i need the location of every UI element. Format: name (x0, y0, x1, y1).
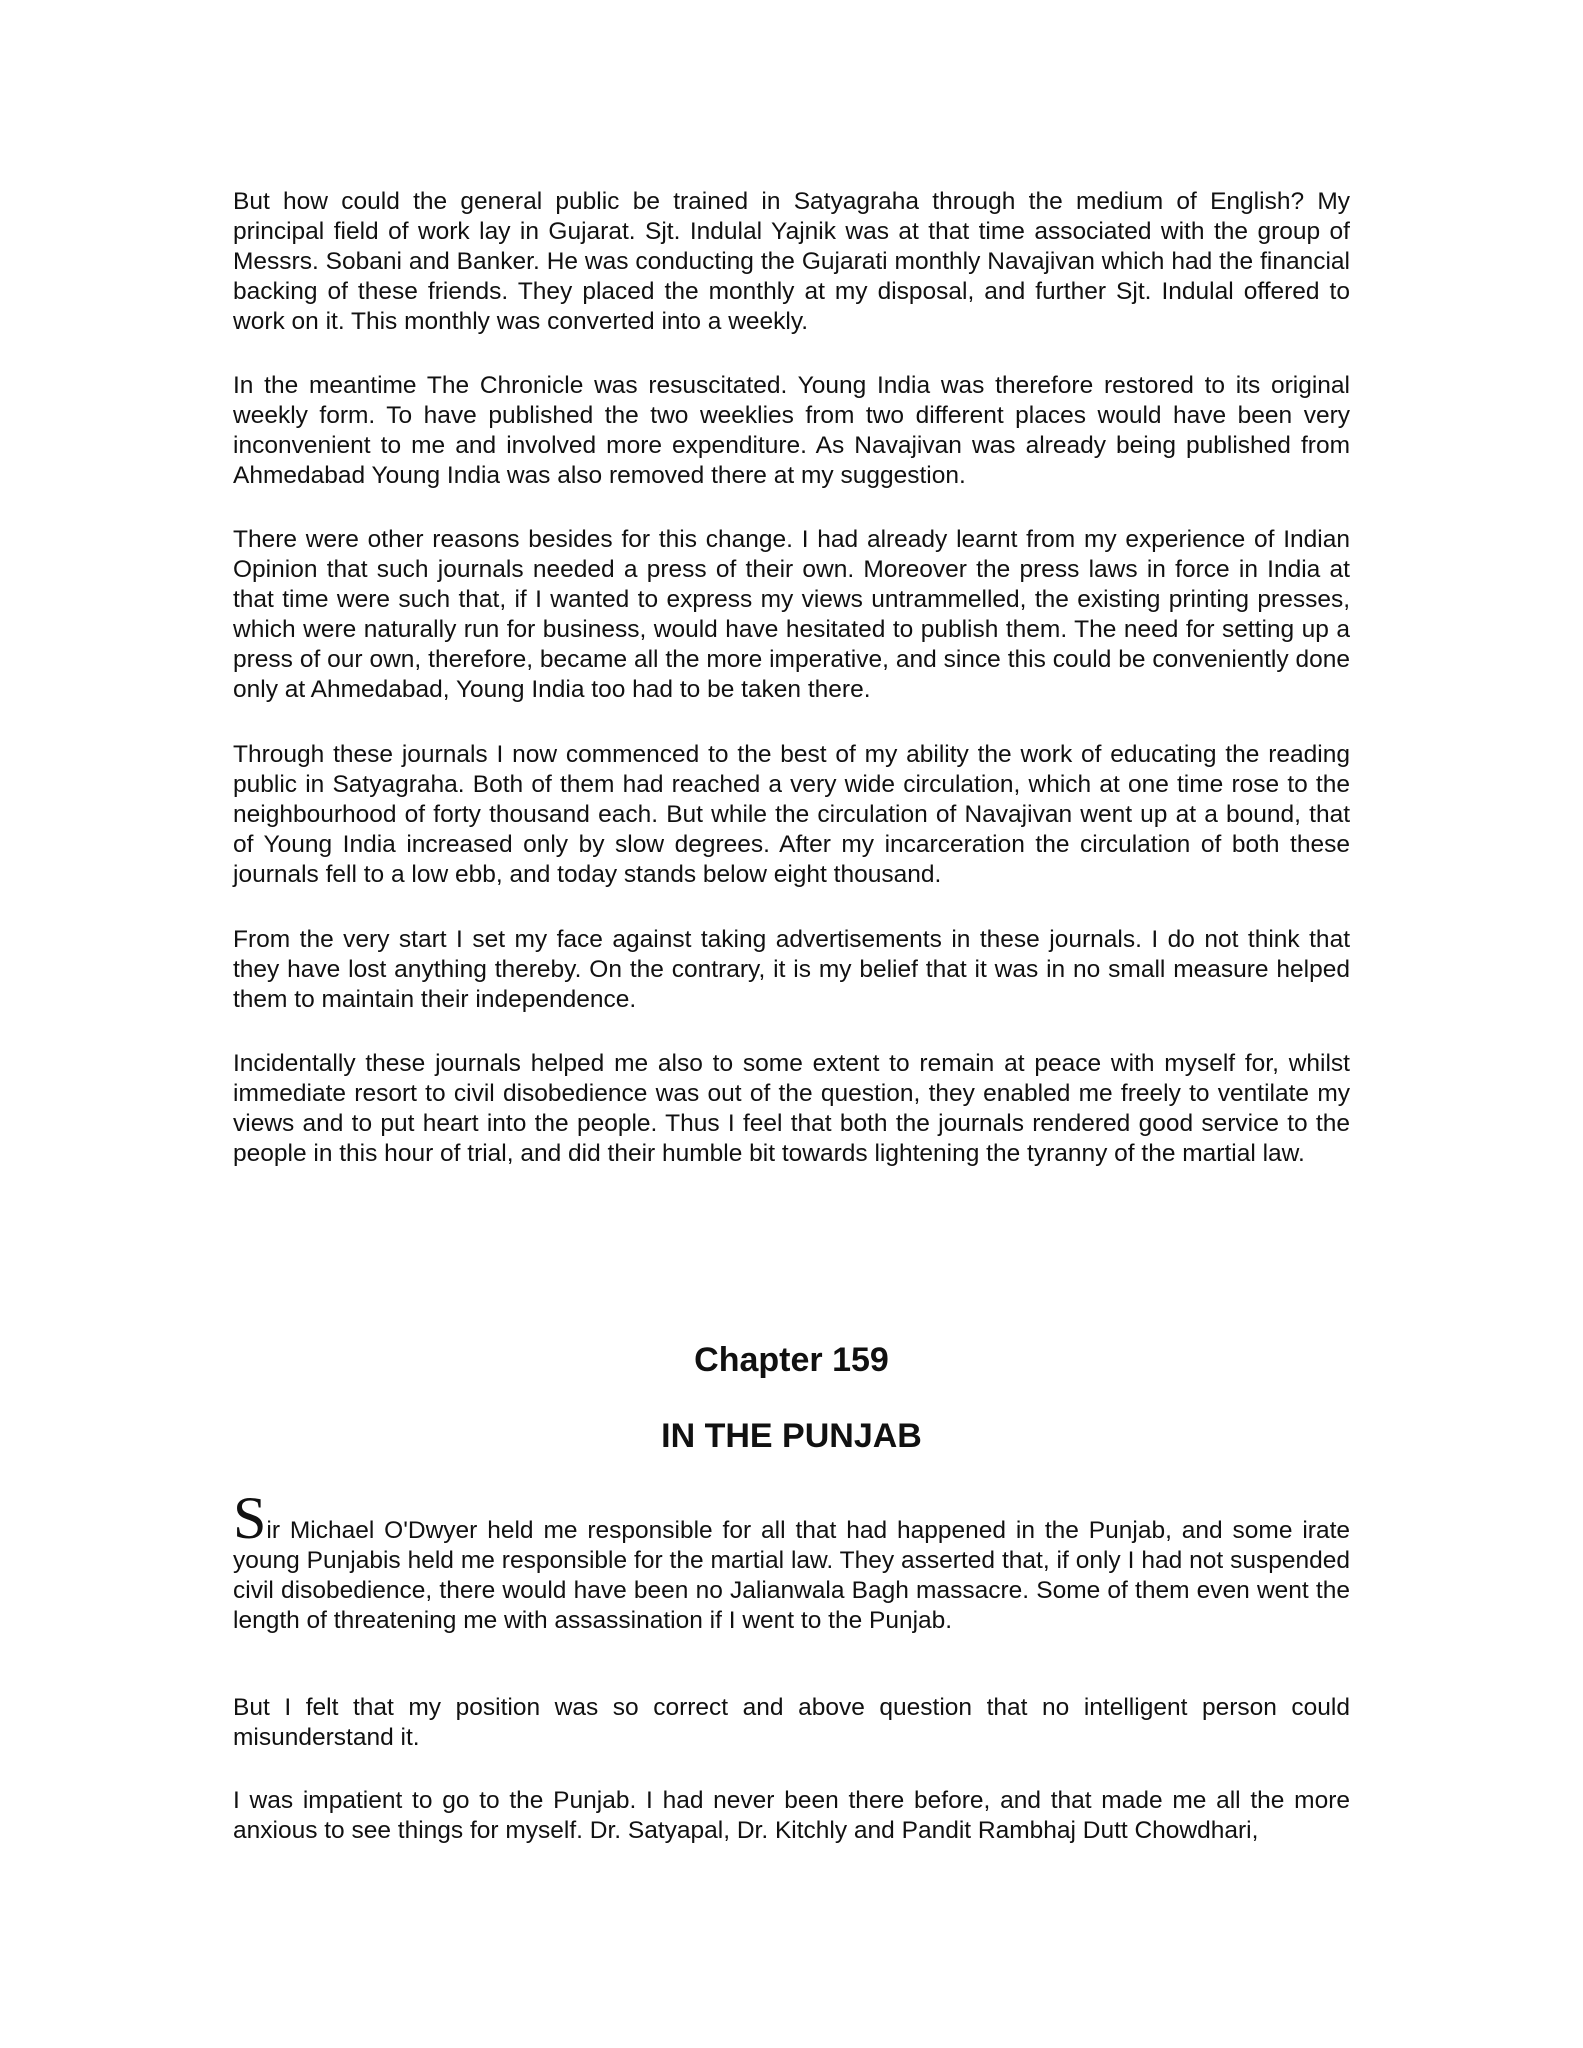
paragraph-body: ir Michael O'Dwyer held me responsible for all that had happened in the Punjab, and some irate young Punjabis held me responsible for the martial law. They asserted that, if only I had not suspended civil disobedience, there would have been no Jalianwala Bagh massacre. Some of them even went the length of threatening me with assassination if I went to the Punjab. (233, 1517, 1350, 1634)
paragraph-text: In the meantime The Chronicle was resuscitated. Young India was therefore restored to its original weekly form. To have published the two weeklies from two different places would have been very inconvenient to me and involved more expenditure. As Navajivan was already being published from Ahmedabad Young India was also removed there at my suggestion. (233, 372, 1350, 489)
paragraph-text: From the very start I set my face against taking advertisements in these journals. I do not think that they have lost anything thereby. On the contrary, it is my belief that it was in no small measure helped them to maintain their independence. (233, 926, 1350, 1013)
paragraph-text: But how could the general public be trained in Satyagraha through the medium of English? My principal field of work lay in Gujarat. Sjt. Indulal Yajnik was at that time associated with the group of Messrs. Sobani and Banker. He was conducting the Gujarati monthly Navajivan which had the financial backing of these friends. They placed the monthly at my disposal, and further Sjt. Indulal offered to work on it. This monthly was converted into a weekly. (233, 188, 1350, 335)
paragraph (233, 1049, 1350, 1169)
paragraph-text: But I felt that my position was so correct and above question that no intelligent person could misunderstand it. (233, 1694, 1350, 1751)
chapter-title: IN THE PUNJAB (661, 1417, 922, 1455)
paragraph (233, 1786, 1350, 1846)
paragraph (233, 740, 1350, 890)
paragraph-text: There were other reasons besides for this change. I had already learnt from my experience of Indian Opinion that such journals needed a press of their own. Moreover the press laws in force in India at that time were such that, if I wanted to express my views untrammelled, the existing printing presses, which were naturally run for business, would have hesitated to publish them. The need for setting up a press of our own, therefore, became all the more imperative, and since this could be conveniently done only at Ahmedabad, Young India too had to be taken there. (233, 526, 1350, 703)
paragraph-text: I was impatient to go to the Punjab. I had never been there before, and that made me all the more anxious to see things for myself. Dr. Satyapal, Dr. Kitchly and Pandit Rambhaj Dutt Chowdhari, (233, 1787, 1350, 1844)
paragraph-text (233, 1485, 1350, 1636)
chapter-opening-paragraph (233, 1485, 1350, 1636)
paragraph-text: Incidentally these journals helped me also to some extent to remain at peace with myself for, whilst immediate resort to civil disobedience was out of the question, they enabled me freely to ventilate my views and to put heart into the people. Thus I feel that both the journals rendered good service to the people in this hour of trial, and did their humble bit towards lightening the tyranny of the martial law. (233, 1050, 1350, 1167)
drop-cap: S (233, 1485, 267, 1551)
paragraph-text: Through these journals I now commenced to the best of my ability the work of educating the reading public in Satyagraha. Both of them had reached a very wide circulation, which at one time rose to the neighbourhood of forty thousand each. But while the circulation of Navajivan went up at a bound, that of Young India increased only by slow degrees. After my incarceration the circulation of both these journals fell to a low ebb, and today stands below eight thousand. (233, 741, 1350, 888)
paragraph (233, 525, 1350, 705)
paragraph (233, 371, 1350, 491)
paragraph (233, 1693, 1350, 1753)
paragraph (233, 925, 1350, 1015)
paragraph (233, 187, 1350, 337)
chapter-number: Chapter 159 (694, 1341, 889, 1379)
